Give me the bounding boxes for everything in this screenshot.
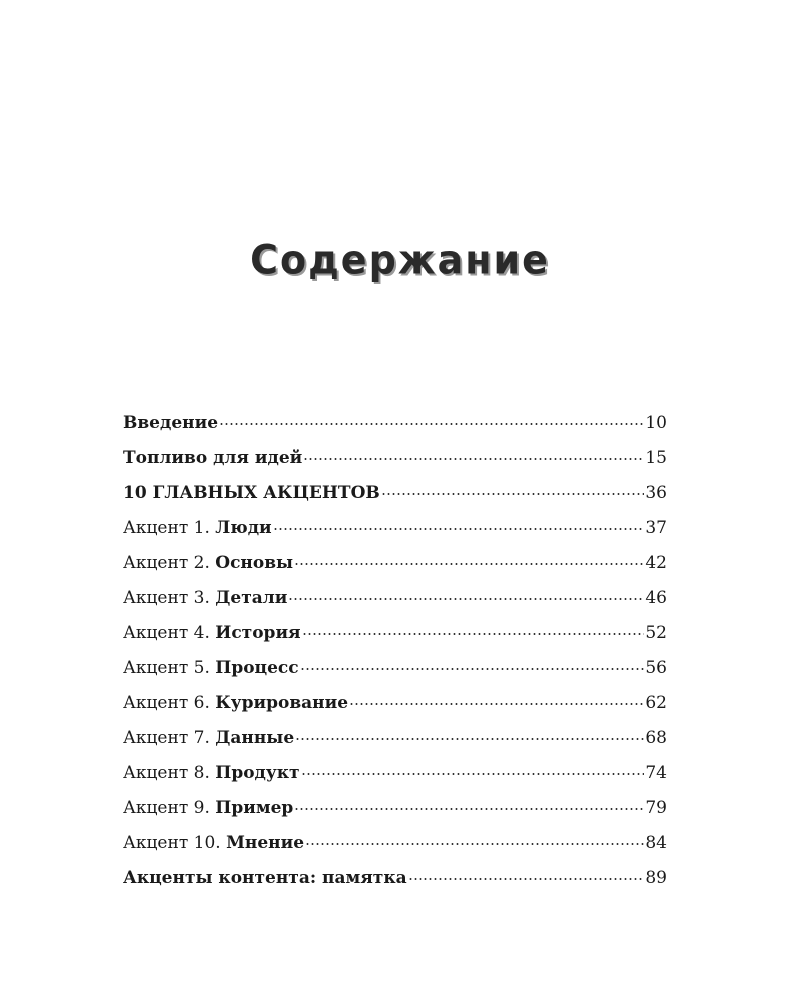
toc-entry-page-number: 68 bbox=[645, 728, 667, 748]
toc-entry-prefix: Акцент 3. bbox=[123, 588, 216, 608]
toc-entry-title: Введение bbox=[123, 413, 219, 433]
toc-entry-page-number: 52 bbox=[645, 623, 667, 643]
toc-entry bbox=[123, 721, 667, 756]
toc-entry bbox=[123, 441, 667, 476]
dot-leader bbox=[294, 808, 644, 810]
toc-entry-page-number: 84 bbox=[645, 833, 667, 853]
toc-entry-title: Топливо для идей bbox=[123, 448, 303, 468]
toc-entry-prefix: Акцент 5. bbox=[123, 658, 216, 678]
toc-entry bbox=[123, 756, 667, 791]
toc-entry-page-number: 37 bbox=[645, 518, 667, 538]
toc-entry-page-number: 42 bbox=[645, 553, 667, 573]
dot-leader bbox=[381, 493, 645, 495]
toc-entry-page-number: 62 bbox=[645, 693, 667, 713]
dot-leader bbox=[295, 738, 644, 740]
toc-entry-title: Процесс bbox=[215, 658, 299, 678]
toc-entry-page-number: 36 bbox=[645, 483, 667, 503]
dot-leader bbox=[302, 633, 645, 635]
toc-entry-title: Курирование bbox=[215, 693, 349, 713]
toc-entry-title: Детали bbox=[215, 588, 288, 608]
dot-leader bbox=[273, 528, 645, 530]
toc-entry bbox=[123, 406, 667, 441]
toc-entry bbox=[123, 476, 667, 511]
toc-entry-page-number: 10 bbox=[645, 413, 667, 433]
toc-entry bbox=[123, 546, 667, 581]
toc-entry-prefix: Акцент 2. bbox=[123, 553, 216, 573]
toc-entry-title: Данные bbox=[215, 728, 295, 748]
toc-entry bbox=[123, 511, 667, 546]
dot-leader bbox=[288, 598, 644, 600]
toc-entry-page-number: 79 bbox=[645, 798, 667, 818]
toc-entry-title: Акценты контента: памятка bbox=[123, 868, 407, 888]
toc-entry-prefix: Акцент 10. bbox=[123, 833, 227, 853]
toc-entry bbox=[123, 616, 667, 651]
toc-entry bbox=[123, 861, 667, 896]
dot-leader bbox=[408, 878, 645, 880]
toc-entry-title: История bbox=[215, 623, 301, 643]
dot-leader bbox=[219, 423, 644, 425]
page-title: Содержание bbox=[250, 236, 550, 284]
toc-entry-page-number: 56 bbox=[645, 658, 667, 678]
dot-leader bbox=[349, 703, 644, 705]
toc-entry-title: 10 ГЛАВНЫХ АКЦЕНТОВ bbox=[123, 483, 380, 503]
dot-leader bbox=[305, 843, 644, 845]
toc-entry-title: Продукт bbox=[215, 763, 300, 783]
toc-entry-title: Основы bbox=[215, 553, 294, 573]
toc-entry bbox=[123, 686, 667, 721]
table-of-contents bbox=[123, 406, 667, 896]
toc-entry-prefix: Акцент 7. bbox=[123, 728, 216, 748]
toc-entry bbox=[123, 826, 667, 861]
toc-entry bbox=[123, 651, 667, 686]
toc-entry-title: Люди bbox=[215, 518, 272, 538]
toc-entry-prefix: Акцент 6. bbox=[123, 693, 216, 713]
toc-entry-title: Мнение bbox=[226, 833, 305, 853]
dot-leader bbox=[301, 773, 645, 775]
toc-entry-prefix: Акцент 4. bbox=[123, 623, 216, 643]
toc-entry-page-number: 89 bbox=[645, 868, 667, 888]
toc-entry bbox=[123, 581, 667, 616]
toc-entry-prefix: Акцент 1. bbox=[123, 518, 216, 538]
toc-entry-page-number: 46 bbox=[645, 588, 667, 608]
toc-entry-prefix: Акцент 9. bbox=[123, 798, 216, 818]
toc-entry-page-number: 74 bbox=[645, 763, 667, 783]
toc-entry-title: Пример bbox=[215, 798, 294, 818]
dot-leader bbox=[303, 458, 644, 460]
toc-entry-prefix: Акцент 8. bbox=[123, 763, 216, 783]
dot-leader bbox=[294, 563, 644, 565]
toc-entry-page-number: 15 bbox=[645, 448, 667, 468]
dot-leader bbox=[300, 668, 645, 670]
toc-entry bbox=[123, 791, 667, 826]
